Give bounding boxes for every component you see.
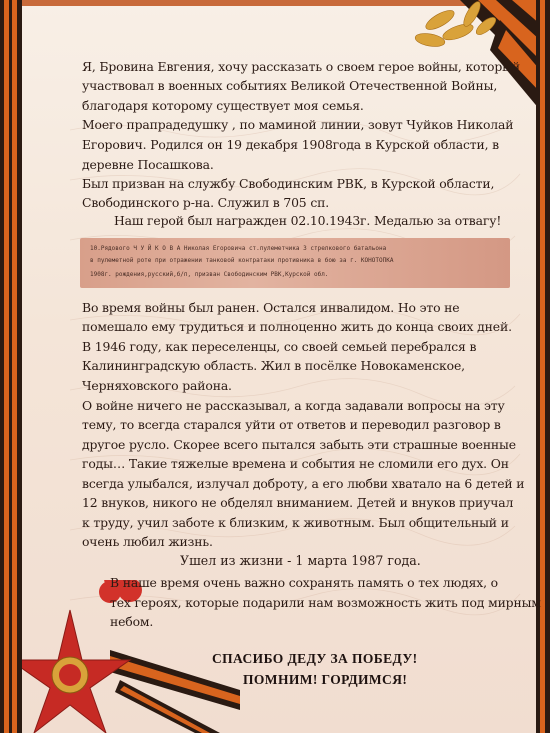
story-line: тех героях, которые подарили нам возможность жить под мирным xyxy=(110,595,541,610)
story-line: тему, то всегда старался уйти от ответов и переводил разговор в xyxy=(82,417,501,432)
closing-remember: ПОМНИМ! ГОРДИМСЯ! xyxy=(243,672,408,687)
document-line: 10.Рядового Ч У Й К О В А Николая Егоровича ст.пулеметчика 3 стрелкового батальона xyxy=(90,245,387,252)
story-line: Свободинского р-на. Служил в 705 сп. xyxy=(82,195,330,210)
closing-thanks: СПАСИБО ДЕДУ ЗА ПОБЕДУ! xyxy=(212,651,418,666)
story-line: деревне Посашкова. xyxy=(82,157,214,172)
story-line: Черняховского района. xyxy=(82,378,232,393)
story-line: В 1946 году, как переселенцы, со своей семьей перебрался в xyxy=(82,339,477,354)
story-line: Калининградскую область. Жил в посёлке Новокаменское, xyxy=(82,358,465,373)
story-line: очень любил жизнь. xyxy=(82,534,213,549)
story-line: всегда улыбался, излучал доброту, а его любви хватало на 6 детей и xyxy=(82,476,525,491)
award-line: Наш герой был награжден 02.10.1943г. Медалью за отвагу! xyxy=(114,213,502,228)
story-line: Я, Бровина Евгения, хочу рассказать о своем герое войны, который xyxy=(82,59,520,74)
story-line: к труду, учил заботе к близким, к животным. Был общительный и xyxy=(82,515,509,530)
story-line: другое русло. Скорее всего пытался забыть эти страшные военные xyxy=(82,437,516,452)
document-line: в пулеметной роте при отражении танковой контратаки противника в бою за г. КОНОТОПКА xyxy=(90,257,394,264)
story-line: благодаря которому существует моя семья. xyxy=(82,98,364,113)
archive-document-excerpt xyxy=(80,238,510,288)
story-line: небом. xyxy=(110,614,154,629)
right-ribbon-border xyxy=(536,0,550,733)
left-ribbon-border xyxy=(0,0,22,733)
death-date-line: Ушел из жизни - 1 марта 1987 года. xyxy=(180,553,421,568)
story-line: Егорович. Родился он 19 декабря 1908года в Курской области, в xyxy=(82,137,499,152)
story-line: 12 внуков, никого не обделял вниманием. Детей и внуков приучал xyxy=(82,495,514,510)
document-line: 1908г. рождения,русский,б/п, призван Свободинским РВК,Курской обл. xyxy=(90,271,329,278)
story-line: участвовал в военных событиях Великой Отечественной Войны, xyxy=(82,78,498,93)
story-line: помешало ему трудиться и полноценно жить до конца своих дней. xyxy=(82,319,512,334)
story-line: О войне ничего не рассказывал, а когда задавали вопросы на эту xyxy=(82,398,505,413)
story-line: Был призван на службу Свободинским РВК, в Курской области, xyxy=(82,176,495,191)
story-line: В наше время очень важно сохранять память о тех людях, о xyxy=(110,575,498,590)
story-line: годы… Такие тяжелые времена и события не сломили его дух. Он xyxy=(82,456,509,471)
story-line: Во время войны был ранен. Остался инвалидом. Но это не xyxy=(82,300,460,315)
story-line: Моего прапрадедушку , по маминой линии, зовут Чуйков Николай xyxy=(82,117,514,132)
